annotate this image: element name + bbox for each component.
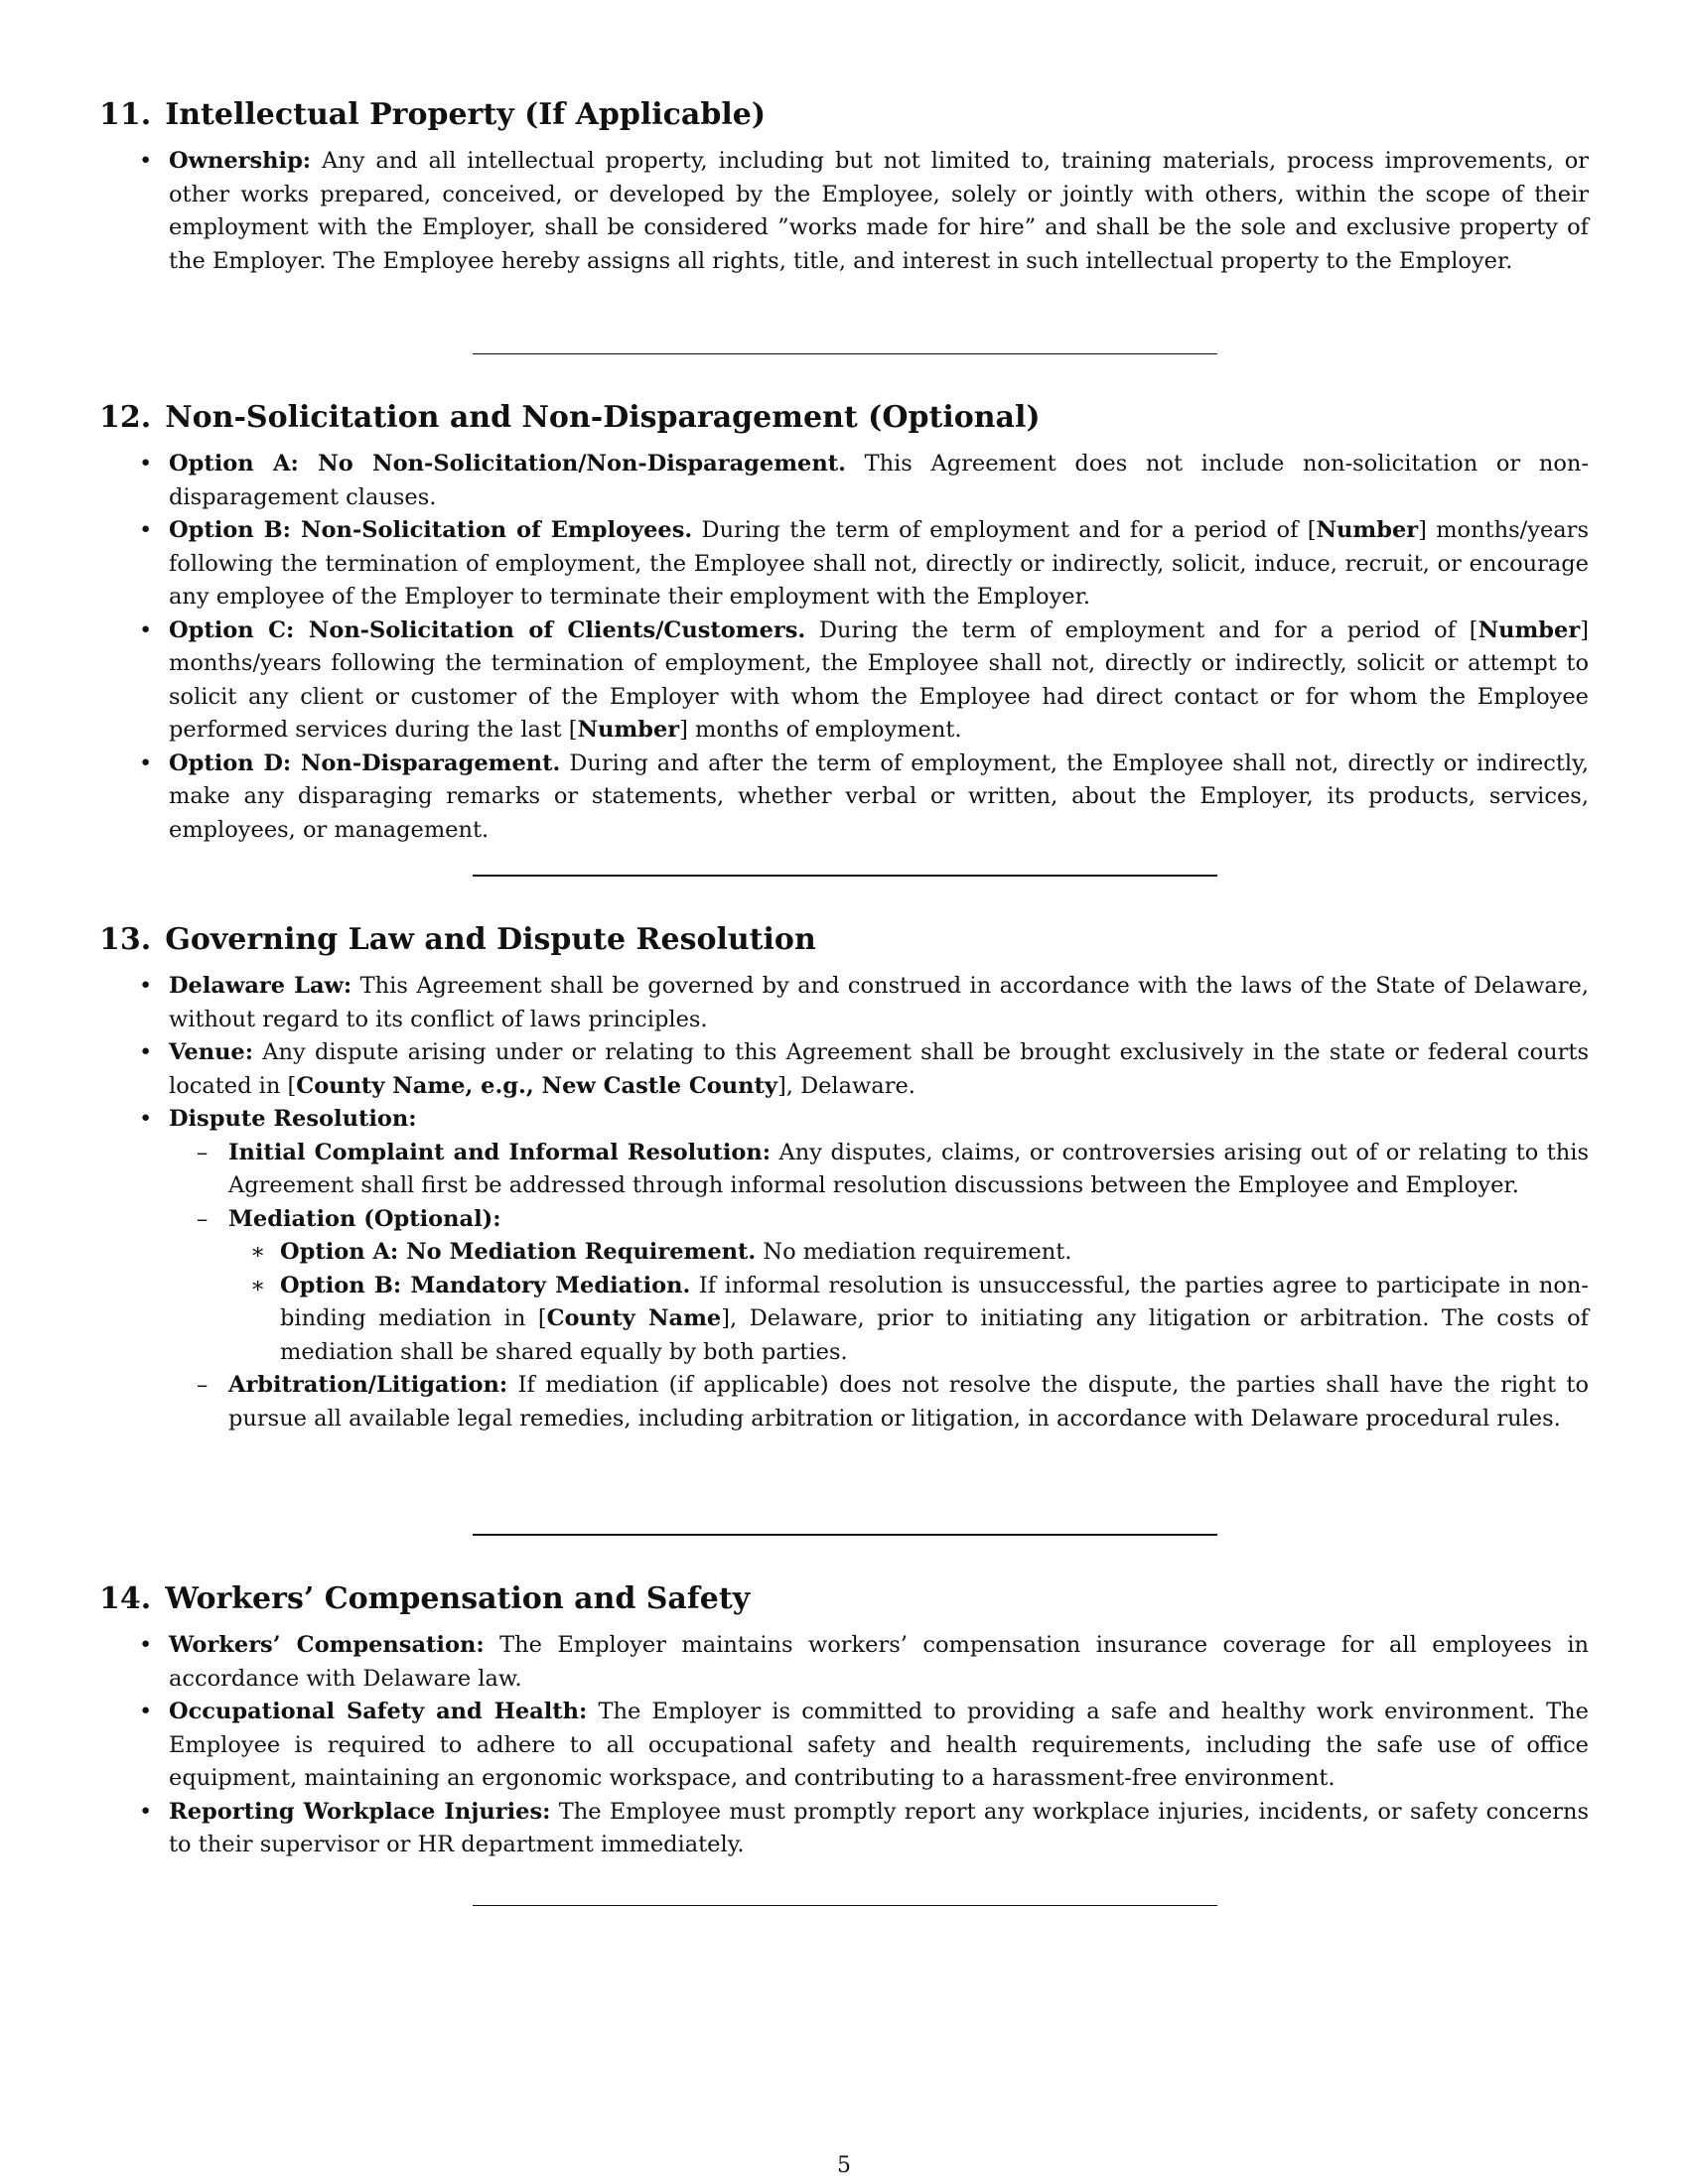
list-item: • Ownership: Any and all intellectual property, including but not limited to, training materials, process improvements, or other works prepared, conceived, or developed by the Employee, solely or jointly with others, within the scope of their employment with the Employer, shall be considered ”works made for hire” and shall be the sole and exclusive property of the Employer. The Employee hereby assigns all rights, title, and interest in such intellectual property to the Employer.: [99, 145, 1589, 278]
list-item: • Reporting Workplace Injuries: The Employee must promptly report any workplace injuries, incidents, or safety concerns to their supervisor or HR department immediately.: [99, 1796, 1589, 1862]
list-item: • Option D: Non-Disparagement. During and after the term of employment, the Employee shall not, directly or indirectly, make any disparaging remarks or statements, whether verbal or written, about the Employer, its products, services, employees, or management.: [99, 748, 1589, 848]
bullet-list: [99, 970, 1589, 1435]
section-divider: [473, 1534, 1217, 1536]
sub-sub-list: [169, 1236, 1589, 1369]
section-divider: [473, 353, 1217, 354]
section-13: [99, 920, 1589, 1534]
section-heading: 13. Governing Law and Dispute Resolution: [99, 922, 816, 957]
list-item: • Occupational Safety and Health: The Employer is committed to providing a safe and healthy work environment. The Employee is required to adhere to all occupational safety and health requirements, including the safe use of office equipment, maintaining an ergonomic workspace, and contributing to a harassment-free environment.: [99, 1696, 1589, 1796]
list-item: • Workers’ Compensation: The Employer maintains workers’ compensation insurance coverage for all employees in accordance with Delaware law.: [99, 1629, 1589, 1696]
sub-list-item: – Arbitration/Litigation: If mediation (if applicable) does not resolve the dispute, the parties shall have the right to pursue all available legal remedies, including arbitration or litigation, in accordance with Delaware procedural rules.: [169, 1369, 1589, 1435]
bullet-list: [99, 145, 1589, 278]
list-item: • Venue: Any dispute arising under or relating to this Agreement shall be brought exclusively in the state or federal courts located in [County Name, e.g., New Castle County], Delaware.: [99, 1036, 1589, 1103]
section-divider: [473, 875, 1217, 877]
sub-sub-list-item: ∗ Option A: No Mediation Requirement. No mediation requirement.: [228, 1236, 1589, 1270]
list-item: • Option A: No Non-Solicitation/Non-Disparagement. This Agreement does not include non-solicitation or non-disparagement clauses.: [99, 448, 1589, 514]
page-number: 5: [837, 2153, 851, 2178]
sub-list-item: – Initial Complaint and Informal Resolution: Any disputes, claims, or controversies arising out of or relating to this Agreement shall first be addressed through informal resolution discussions between the Employee and Employer.: [169, 1137, 1589, 1203]
bullet-list: [99, 448, 1589, 847]
list-item: • Delaware Law: This Agreement shall be governed by and construed in accordance with the laws of the State of Delaware, without regard to its conflict of laws principles.: [99, 970, 1589, 1036]
section-11: [99, 95, 1589, 353]
sub-list: [99, 1137, 1589, 1436]
section-heading: 12. Non-Solicitation and Non-Disparagement (Optional): [99, 400, 1041, 435]
section-12: [99, 398, 1589, 875]
bullet-list: [99, 1629, 1589, 1862]
sub-list-item: – Mediation (Optional): ∗ Option A: No Mediation Requirement. No mediation requirement. ∗ Option B: Mandatory Mediation. If informal resolution is unsuccessful, the parties agree to participate in non-binding mediation in [County Name], Delaware, prior to initiating any litigation or arbitration. The costs of mediation shall be shared equally by both parties.: [169, 1203, 1589, 1370]
list-item: • Option C: Non-Solicitation of Clients/Customers. During the term of employment and for a period of [Number] months/years following the termination of employment, the Employee shall not, directly or indirectly, solicit or attempt to solicit any client or customer of the Employer with whom the Employee had direct contact or for whom the Employee performed services during the last [Number] months of employment.: [99, 614, 1589, 748]
list-item: • Dispute Resolution: – Initial Complaint and Informal Resolution: Any disputes, claims, or controversies arising out of or relating to this Agreement shall first be addressed through informal resolution discussions between the Employee and Employer. – Mediation (Optional): ∗ Option A: No Mediation Requirement. No mediation requirement. ∗ Option B: Mandatory Mediation. If informal resolution is unsuccessful, the parties agree to participate in non-binding mediation in [County Name], Delaware, prior to initiating any litigation or arbitration. The costs of mediation shall be shared equally by both parties. – Arbitration/Litigation: If mediation (if applicable) does not resolve the dispute, the parties shall have the right to pursue all available legal remedies, including arbitration or litigation, in accordance with Delaware procedural rules.: [99, 1103, 1589, 1435]
section-heading: 11. Intellectual Property (If Applicable): [99, 97, 767, 132]
section-14: [99, 1579, 1589, 1905]
document-page: [99, 95, 1589, 1906]
list-item: • Option B: Non-Solicitation of Employees. During the term of employment and for a period of [Number] months/years following the termination of employment, the Employee shall not, directly or indirectly, solicit, induce, recruit, or encourage any employee of the Employer to terminate their employment with the Employer.: [99, 514, 1589, 614]
section-divider: [473, 1905, 1217, 1906]
section-heading: 14. Workers’ Compensation and Safety: [99, 1581, 751, 1616]
sub-sub-list-item: ∗ Option B: Mandatory Mediation. If informal resolution is unsuccessful, the parties agree to participate in non-binding mediation in [County Name], Delaware, prior to initiating any litigation or arbitration. The costs of mediation shall be shared equally by both parties.: [228, 1270, 1589, 1370]
